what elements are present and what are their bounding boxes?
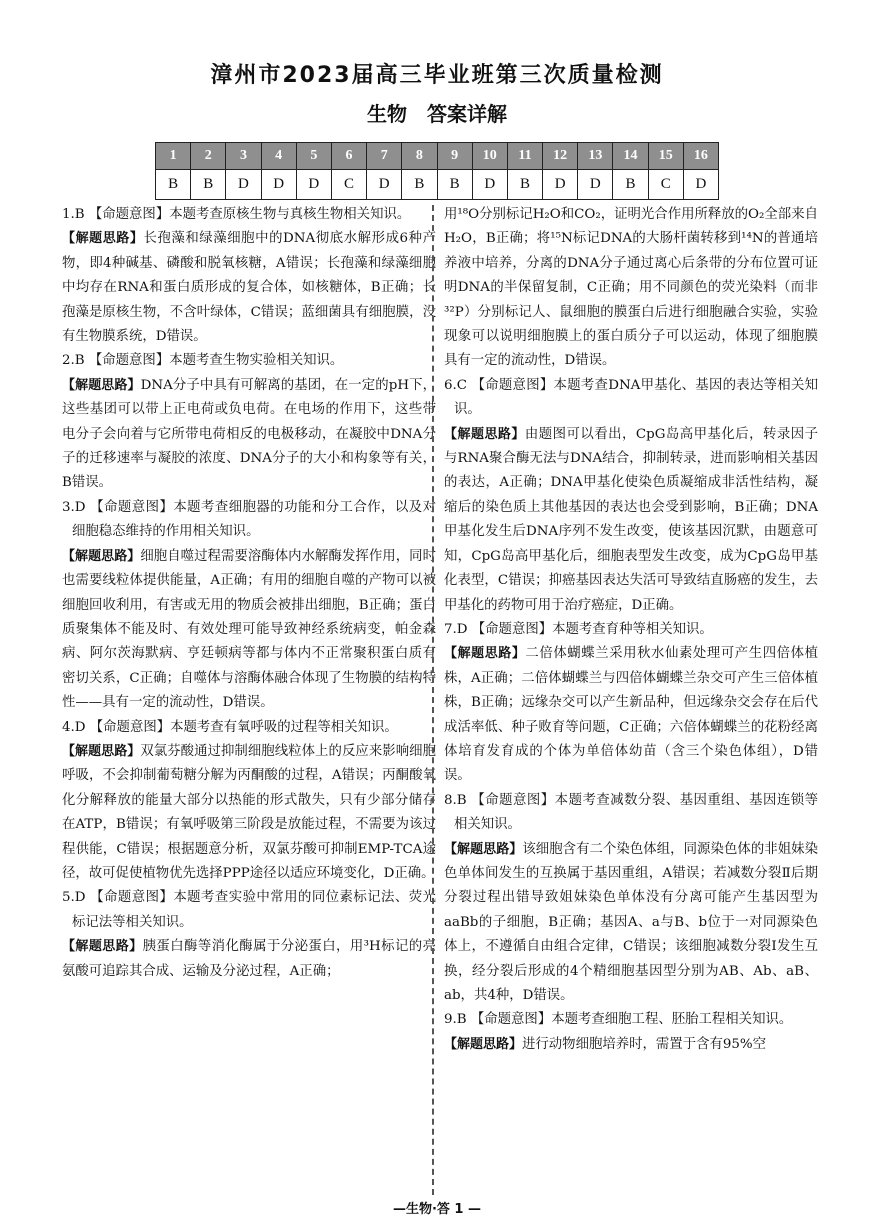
right-column — [444, 203, 818, 1057]
answer-table-answers-row — [156, 170, 719, 200]
answer-cell: C — [331, 170, 366, 200]
question-intent — [62, 716, 436, 740]
question-number-cell: 5 — [296, 143, 331, 170]
intent-text: 【命题意图】本题考查有氧呼吸的过程等相关知识。 — [89, 719, 398, 735]
intent-text: 【命题意图】本题考查细胞工程、胚胎工程相关知识。 — [470, 1012, 793, 1028]
intent-text: 【命题意图】本题考查减数分裂、基因重组、基因连锁等相关知识。 — [454, 792, 819, 833]
question-number-cell: 15 — [648, 143, 683, 170]
question-intent — [62, 886, 436, 935]
solution-idea — [62, 935, 436, 984]
question-number: 3.D — [62, 499, 91, 515]
page-subtitle: 生物 答案详解 — [367, 102, 507, 126]
intent-text: 【命题意图】本题考查生物实验相关知识。 — [88, 353, 344, 369]
question-number: 9.B — [444, 1012, 471, 1028]
solution-text: 胰蛋白酶等消化酶属于分泌蛋白，用³H标记的亮氨酸可追踪其合成、运输及分泌过程，A正确； — [62, 939, 436, 979]
question-intent — [444, 1008, 818, 1032]
solution-idea — [444, 423, 818, 618]
answer-cell: B — [156, 170, 191, 200]
question-number-cell: 4 — [261, 143, 296, 170]
solution-label: 【解题思路】 — [62, 548, 141, 564]
solution-idea — [444, 203, 818, 374]
question-intent — [62, 496, 436, 545]
column-divider — [432, 205, 434, 1195]
question-number: 2.B — [62, 353, 89, 369]
question-number: 5.D — [62, 890, 91, 906]
solution-label: 【解题思路】 — [62, 743, 141, 759]
answer-cell: C — [648, 170, 683, 200]
question-number-cell: 7 — [367, 143, 402, 170]
question-number: 4.D — [62, 719, 90, 735]
solution-idea — [444, 838, 818, 1009]
answer-cell: D — [472, 170, 507, 200]
answer-key-table — [155, 142, 719, 200]
solution-text: 由题图可以看出，CpG岛高甲基化后，转录因子与RNA聚合酶无法与DNA结合，抑制转录，进而影响相关基因的表达，A正确；DNA甲基化使染色质凝缩成非活性结构，凝缩后的染色质上其他基因的表达也会受到影响，B正确；DNA甲基化发生后DNA序列不发生改变，使该基因沉默，由题意可知，CpG岛高甲基化后，细胞表型发生改变，成为CpG岛甲基化表型，C错误；抑癌基因表达失活可导致结直肠癌的发生，去甲基化的药物可用于治疗癌症，D正确。 — [444, 426, 818, 613]
solution-text: 进行动物细胞培养时，需置于含有95%空 — [522, 1036, 767, 1052]
answer-table-numbers-row — [156, 143, 719, 170]
answer-cell: B — [402, 170, 437, 200]
intent-text: 【命题意图】本题考查DNA甲基化、基因的表达等相关知识。 — [454, 377, 819, 418]
intent-text: 【命题意图】本题考查原核生物与真核生物相关知识。 — [88, 207, 411, 222]
question-number: 6.C — [444, 377, 472, 393]
solution-label: 【解题思路】 — [444, 426, 525, 442]
question-number-cell: 16 — [683, 143, 718, 170]
question-number-cell: 3 — [226, 143, 261, 170]
solution-idea — [62, 545, 436, 716]
solution-label: 【解题思路】 — [62, 231, 144, 247]
question-number: 7.D — [444, 621, 472, 637]
answer-cell: D — [578, 170, 613, 200]
solution-idea — [62, 227, 436, 349]
question-number: 8.B — [444, 792, 472, 808]
question-number-cell: 2 — [191, 143, 226, 170]
solution-text: 用¹⁸O分别标记H₂O和CO₂，证明光合作用所释放的O₂全部来自H₂O，B正确；将¹⁵N标记DNA的大肠杆菌转移到¹⁴N的普通培养液中培养，分离的DNA分子通过离心后条带的分布位置可证明DNA的半保留复制，C正确；用不同颜色的荧光染料（而非³²P）分别标记人、鼠细胞的膜蛋白后进行细胞融合实验，实验现象可以说明细胞膜上的蛋白质分子可以运动，体现了细胞膜具有一定的流动性，D错误。 — [444, 207, 818, 369]
answer-cell: B — [191, 170, 226, 200]
intent-text: 【命题意图】本题考查细胞器的功能和分工合作，以及对细胞稳态维持的作用相关知识。 — [72, 499, 436, 540]
answer-cell: D — [367, 170, 402, 200]
solution-label: 【解题思路】 — [444, 646, 526, 662]
answer-cell: D — [226, 170, 261, 200]
left-column — [62, 203, 436, 984]
question-number-cell: 1 — [156, 143, 191, 170]
question-intent — [444, 374, 818, 423]
solution-idea — [444, 642, 818, 788]
solution-label: 【解题思路】 — [62, 377, 141, 393]
question-number-cell: 12 — [543, 143, 578, 170]
question-intent — [444, 789, 818, 838]
solution-text: 该细胞含有二个染色体组，同源染色体的非姐妹染色单体间发生的互换属于基因重组，A错误；若减数分裂Ⅱ后期分裂过程出错导致姐妹染色单体没有分离可能产生基因型为aaBb的子细胞，B正确；基因A、a与B、b位于一对同源染色体上，不遵循自由组合定律，C错误；该细胞减数分裂Ⅰ发生互换，经分裂后形成的4个精细胞基因型分别为AB、Ab、aB、ab，共4种，D错误。 — [444, 841, 818, 1003]
question-number-cell: 8 — [402, 143, 437, 170]
solution-label: 【解题思路】 — [444, 1036, 523, 1052]
question-number-cell: 13 — [578, 143, 613, 170]
answer-cell: B — [507, 170, 542, 200]
solution-text: 长孢藻和绿藻细胞中的DNA彻底水解形成6种产物，即4种碱基、磷酸和脱氧核糖，A错误；长孢藻和绿藻细胞中均存在RNA和蛋白质形成的复合体，如核糖体，B正确；长孢藻是原核生物，不含叶绿体，C错误；蓝细菌具有细胞膜，没有生物膜系统，D错误。 — [62, 231, 436, 345]
question-number-cell: 9 — [437, 143, 472, 170]
solution-idea — [62, 374, 436, 496]
solution-text: DNA分子中具有可解离的基团，在一定的pH下，这些基团可以带上正电荷或负电荷。在电场的作用下，这些带电分子会向着与它所带电荷相反的电极移动，在凝胶中DNA分子的迁移速率与凝胶的浓度、DNA分子的大小和构象等有关，B错误。 — [62, 377, 436, 491]
answer-cell: D — [296, 170, 331, 200]
solution-idea — [444, 1033, 818, 1057]
question-number-cell: 10 — [472, 143, 507, 170]
question-number-cell: 14 — [613, 143, 648, 170]
solution-text: 双氯芬酸通过抑制细胞线粒体上的反应来影响细胞呼吸，不会抑制葡萄糖分解为丙酮酸的过程，A错误；丙酮酸氧化分解释放的能量大部分以热能的形式散失，只有少部分储存在ATP，B错误；有氧呼吸第三阶段是放能过程，不需要为该过程供能，C错误；根据题意分析，双氯芬酸可抑制EMP-TCA途径，故可促使植物优先选择PPP途径以适应环境变化，D正确。 — [62, 743, 436, 881]
question-number-cell: 11 — [507, 143, 542, 170]
question-intent — [444, 618, 818, 642]
answer-cell: B — [613, 170, 648, 200]
intent-text: 【命题意图】本题考查育种等相关知识。 — [471, 621, 713, 637]
question-intent — [62, 349, 436, 373]
intent-text: 【命题意图】本题考查实验中常用的同位素标记法、荧光标记法等相关知识。 — [72, 890, 436, 930]
solution-label: 【解题思路】 — [444, 841, 523, 857]
solution-text: 二倍体蝴蝶兰采用秋水仙素处理可产生四倍体植株，A正确；二倍体蝴蝶兰与四倍体蝴蝶兰杂交可产生三倍体植株，B正确；远缘杂交可以产生新品种，但远缘杂交会存在后代成活率低、种子败育等问题，C正确；六倍体蝴蝶兰的花粉经离体培育发育成的个体为单倍体幼苗（含三个染色体组），D错误。 — [444, 646, 818, 784]
answer-cell: D — [543, 170, 578, 200]
question-number: 1.B — [62, 207, 89, 222]
answer-cell: B — [437, 170, 472, 200]
page-footer: —生物·答 1 — — [392, 1202, 482, 1217]
solution-idea — [62, 740, 436, 886]
answer-cell: D — [261, 170, 296, 200]
solution-text: 细胞自噬过程需要溶酶体内水解酶发挥作用，同时也需要线粒体提供能量，A正确；有用的细胞自噬的产物可以被细胞回收利用，有害或无用的物质会被排出细胞，B正确；蛋白质聚集体不能及时、有效处理可能导致神经系统病变，帕金森病、阿尔茨海默病、亨廷顿病等都与体内不正常聚积蛋白质有密切关系，C正确；自噬体与溶酶体融合体现了生物膜的结构特性——具有一定的流动性，D错误。 — [62, 548, 436, 711]
question-number-cell: 6 — [331, 143, 366, 170]
solution-label: 【解题思路】 — [62, 939, 143, 955]
page-title: 漳州市2023届高三毕业班第三次质量检测 — [210, 63, 664, 88]
answer-cell: D — [683, 170, 718, 200]
question-intent — [62, 203, 436, 227]
